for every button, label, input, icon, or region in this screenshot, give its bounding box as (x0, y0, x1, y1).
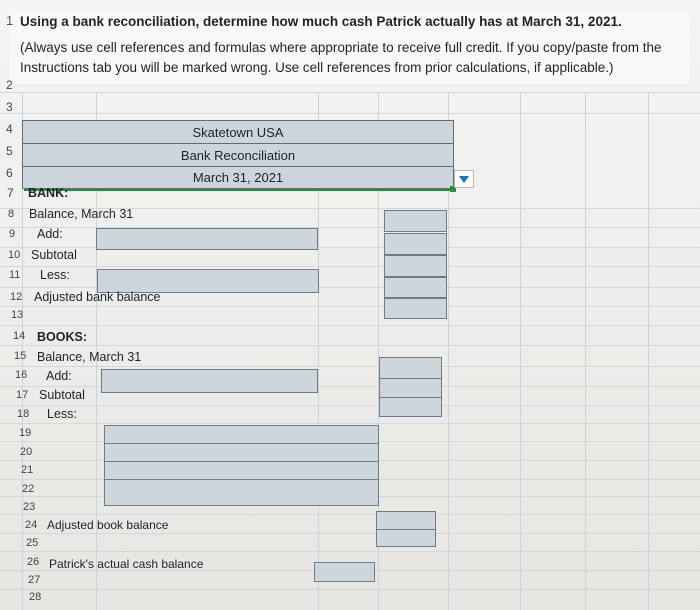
row-number: 3 (6, 100, 13, 114)
row-number: 10 (8, 249, 21, 261)
books-subtotal-amount-input[interactable] (379, 397, 442, 417)
row-number: 14 (13, 330, 26, 342)
instructions-text: Instructions tab you will be marked wrong. Use cell references from prior calculations, if applicable.) (20, 60, 614, 75)
books-adjusted-label: Adjusted book balance (47, 518, 169, 532)
row-number: 2 (6, 78, 13, 92)
bank-less-amount-input[interactable] (384, 277, 447, 298)
books-balance-amount-input[interactable] (379, 357, 442, 379)
bank-balance-amount-input[interactable] (384, 210, 447, 232)
bank-less-label: Less: (40, 268, 70, 282)
books-less-item-input[interactable] (104, 443, 379, 462)
bank-balance-label: Balance, March 31 (29, 207, 134, 221)
instructions-box (6, 10, 690, 84)
row-number: 17 (16, 389, 29, 401)
row-number: 9 (9, 228, 16, 240)
books-less-label: Less: (47, 407, 77, 421)
books-less-item-input[interactable] (104, 425, 379, 444)
row-number: 28 (29, 591, 42, 603)
books-add-label: Add: (46, 369, 72, 383)
row-number: 20 (20, 446, 33, 458)
books-balance-label: Balance, March 31 (37, 350, 142, 364)
bank-add-amount-input[interactable] (384, 233, 447, 255)
bank-add-label: Add: (37, 227, 63, 241)
row-number: 21 (21, 464, 34, 476)
row-number: 25 (26, 537, 39, 549)
row-number: 15 (14, 350, 27, 362)
bank-subtotal-label: Subtotal (31, 248, 77, 262)
row-number: 1 (6, 13, 14, 28)
row-number: 19 (19, 427, 32, 439)
selection-border (24, 189, 454, 191)
row-number: 5 (6, 144, 13, 158)
header-date-cell[interactable]: March 31, 2021 (22, 166, 454, 189)
instructions-heading: Using a bank reconciliation, determine how much cash Patrick actually has at March 31, 2021. (20, 14, 622, 29)
bank-adjusted-label: Adjusted bank balance (34, 290, 161, 304)
row-number: 23 (23, 501, 36, 513)
row-number: 18 (17, 408, 30, 420)
books-subtotal-label: Subtotal (39, 388, 85, 402)
row-number: 24 (25, 519, 38, 531)
instructions-text: (Always use cell references and formulas where appropriate to receive full credit. If you copy/paste from the (20, 40, 662, 55)
dropdown-button[interactable] (454, 170, 474, 188)
bank-heading: BANK: (28, 186, 69, 200)
books-heading: BOOKS: (37, 330, 87, 344)
dropdown-arrow-icon (459, 176, 469, 183)
row-number: 8 (8, 208, 15, 220)
header-title-cell[interactable]: Bank Reconciliation (22, 143, 454, 167)
row-number: 13 (11, 309, 24, 321)
final-balance-label: Patrick's actual cash balance (49, 557, 204, 571)
final-balance-amount-input[interactable] (314, 562, 375, 582)
row-number: 12 (10, 291, 23, 303)
row-number: 6 (6, 166, 13, 180)
row-number: 11 (9, 269, 21, 281)
books-adjusted-amount-input[interactable] (376, 511, 436, 530)
row-number: 16 (15, 369, 28, 381)
books-less-item-input[interactable] (104, 479, 379, 506)
row-number: 7 (7, 186, 14, 200)
row-number: 27 (28, 574, 41, 586)
books-add-amount-input[interactable] (379, 378, 442, 398)
bank-adjusted-amount-input[interactable] (384, 298, 447, 319)
books-less-item-input[interactable] (104, 461, 379, 480)
row-number: 26 (27, 556, 40, 568)
row-number: 4 (6, 122, 13, 136)
bank-subtotal-amount-input[interactable] (384, 255, 447, 277)
bank-add-description-input[interactable] (96, 228, 318, 250)
header-company-cell[interactable]: Skatetown USA (22, 120, 454, 144)
books-adjusted-amount-input-2[interactable] (376, 529, 436, 547)
row-number: 22 (22, 483, 35, 495)
books-add-description-input[interactable] (101, 369, 318, 393)
